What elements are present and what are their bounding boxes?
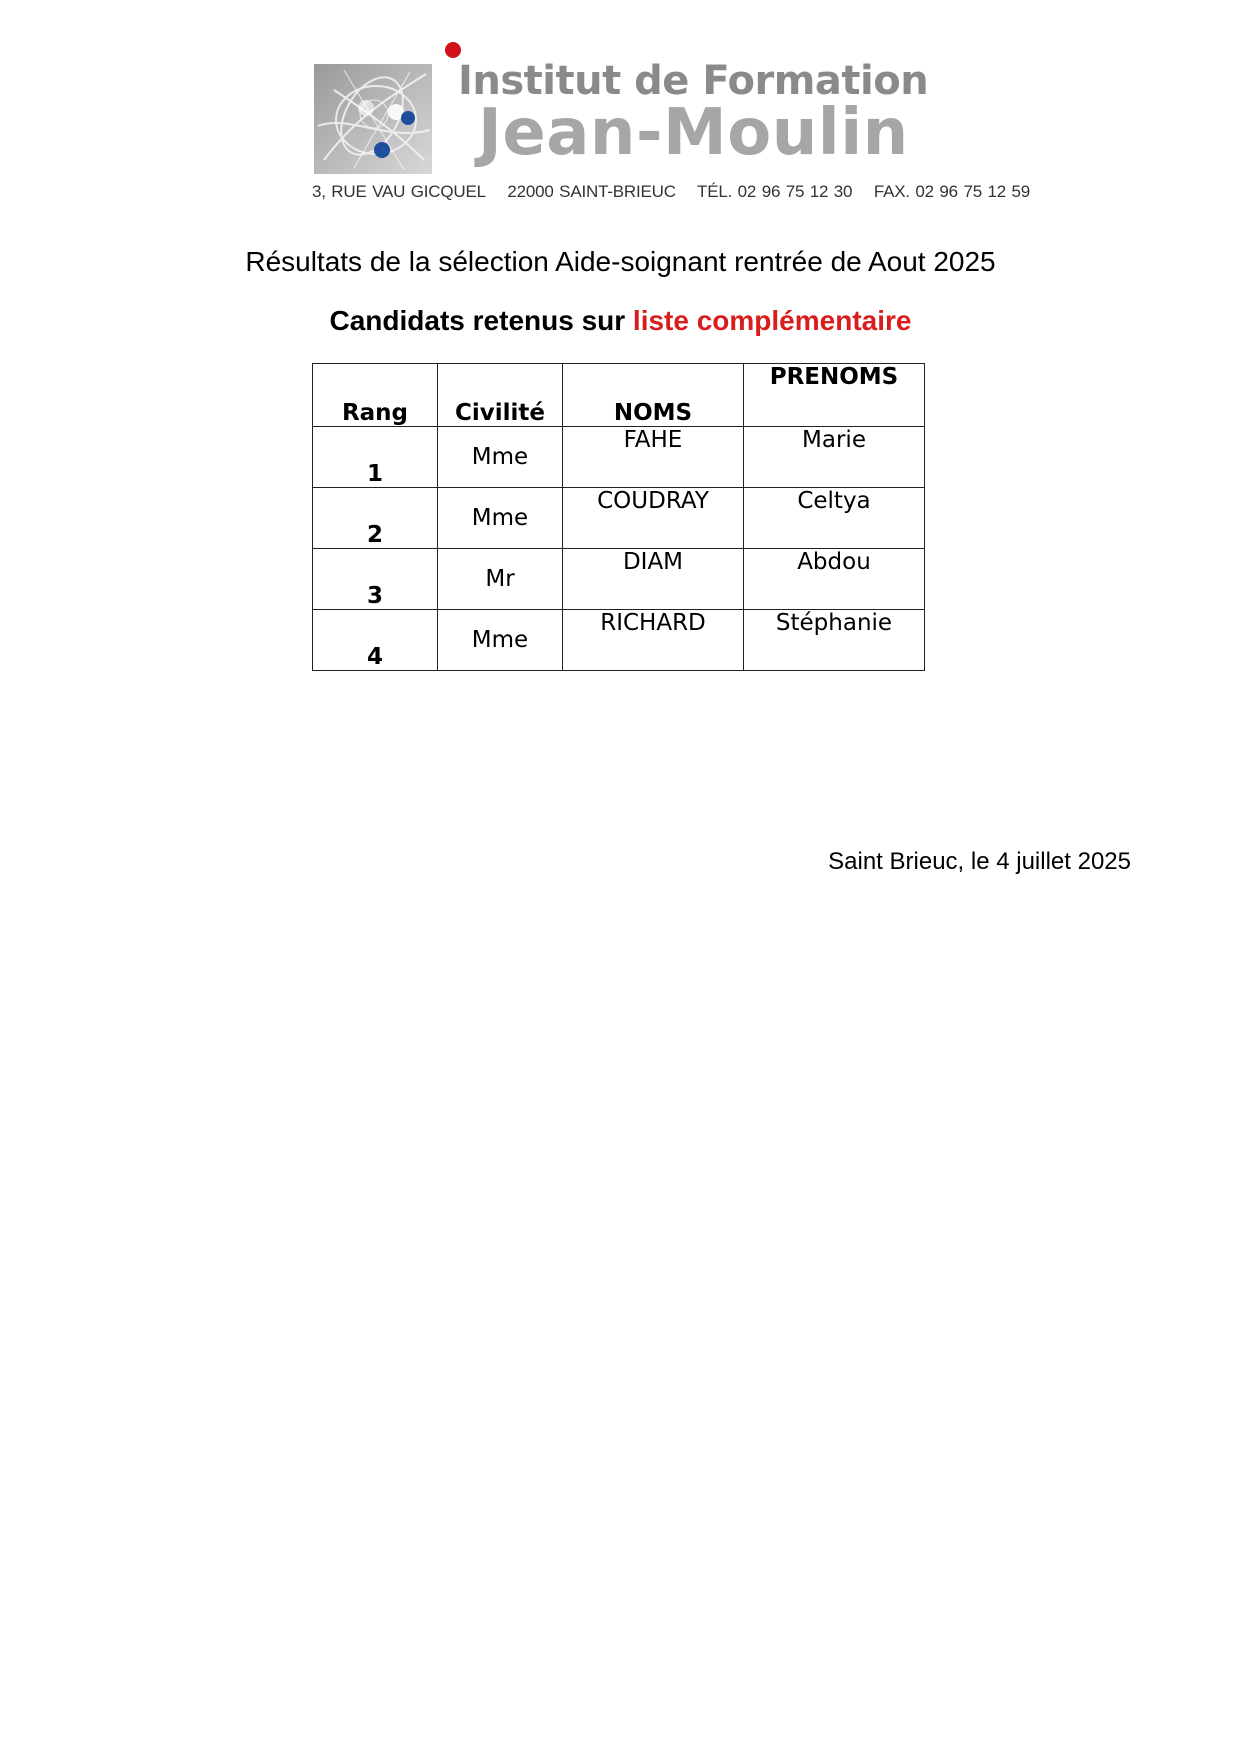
letterhead: [310, 40, 1031, 210]
table-header-row: [313, 364, 925, 427]
place-and-date: Saint Brieuc, le 4 juillet 2025: [828, 848, 1131, 875]
cell-civilite: Mme: [438, 427, 563, 488]
header-noms: NOMS: [563, 364, 744, 427]
cell-rang: 4: [313, 610, 438, 671]
subtitle-highlight: liste complémentaire: [632, 305, 912, 336]
cell-prenom: Abdou: [744, 549, 925, 610]
table-row: [313, 427, 925, 488]
header-prenoms: PRENOMS: [744, 364, 925, 427]
fax-number: FAX. 02 96 75 12 59: [873, 182, 1031, 201]
header-civilite: Civilité: [438, 364, 563, 427]
cell-prenom: Marie: [744, 427, 925, 488]
institute-contact: [312, 182, 1046, 202]
cell-prenom: Stéphanie: [744, 610, 925, 671]
document-title: Résultats de la sélection Aide-soignant rentrée de Aout 2025: [245, 246, 996, 277]
cell-rang: 1: [313, 427, 438, 488]
cell-civilite: Mr: [438, 549, 563, 610]
subtitle-prefix: Candidats retenus sur: [329, 305, 633, 336]
cell-civilite: Mme: [438, 610, 563, 671]
phone-number: TÉL. 02 96 75 12 30: [697, 182, 853, 201]
table-row: [313, 488, 925, 549]
red-dot-icon: [443, 40, 463, 60]
table-row: [313, 549, 925, 610]
cell-nom: RICHARD: [563, 610, 744, 671]
document-subtitle: [0, 305, 1241, 337]
cell-civilite: Mme: [438, 488, 563, 549]
institute-logo-emblem: [314, 50, 440, 174]
address-street: 3, RUE VAU GICQUEL: [312, 182, 486, 201]
table-row: [313, 610, 925, 671]
cell-nom: COUDRAY: [563, 488, 744, 549]
cell-nom: FAHE: [563, 427, 744, 488]
institute-subtitle: Jean-Moulin: [478, 96, 909, 170]
cell-rang: 2: [313, 488, 438, 549]
cell-prenom: Celtya: [744, 488, 925, 549]
header-rang: Rang: [313, 364, 438, 427]
institute-name: Institut de Formation: [458, 58, 929, 104]
cell-rang: 3: [313, 549, 438, 610]
cell-nom: DIAM: [563, 549, 744, 610]
candidates-table: [312, 363, 925, 671]
address-city: 22000 SAINT-BRIEUC: [507, 182, 676, 201]
